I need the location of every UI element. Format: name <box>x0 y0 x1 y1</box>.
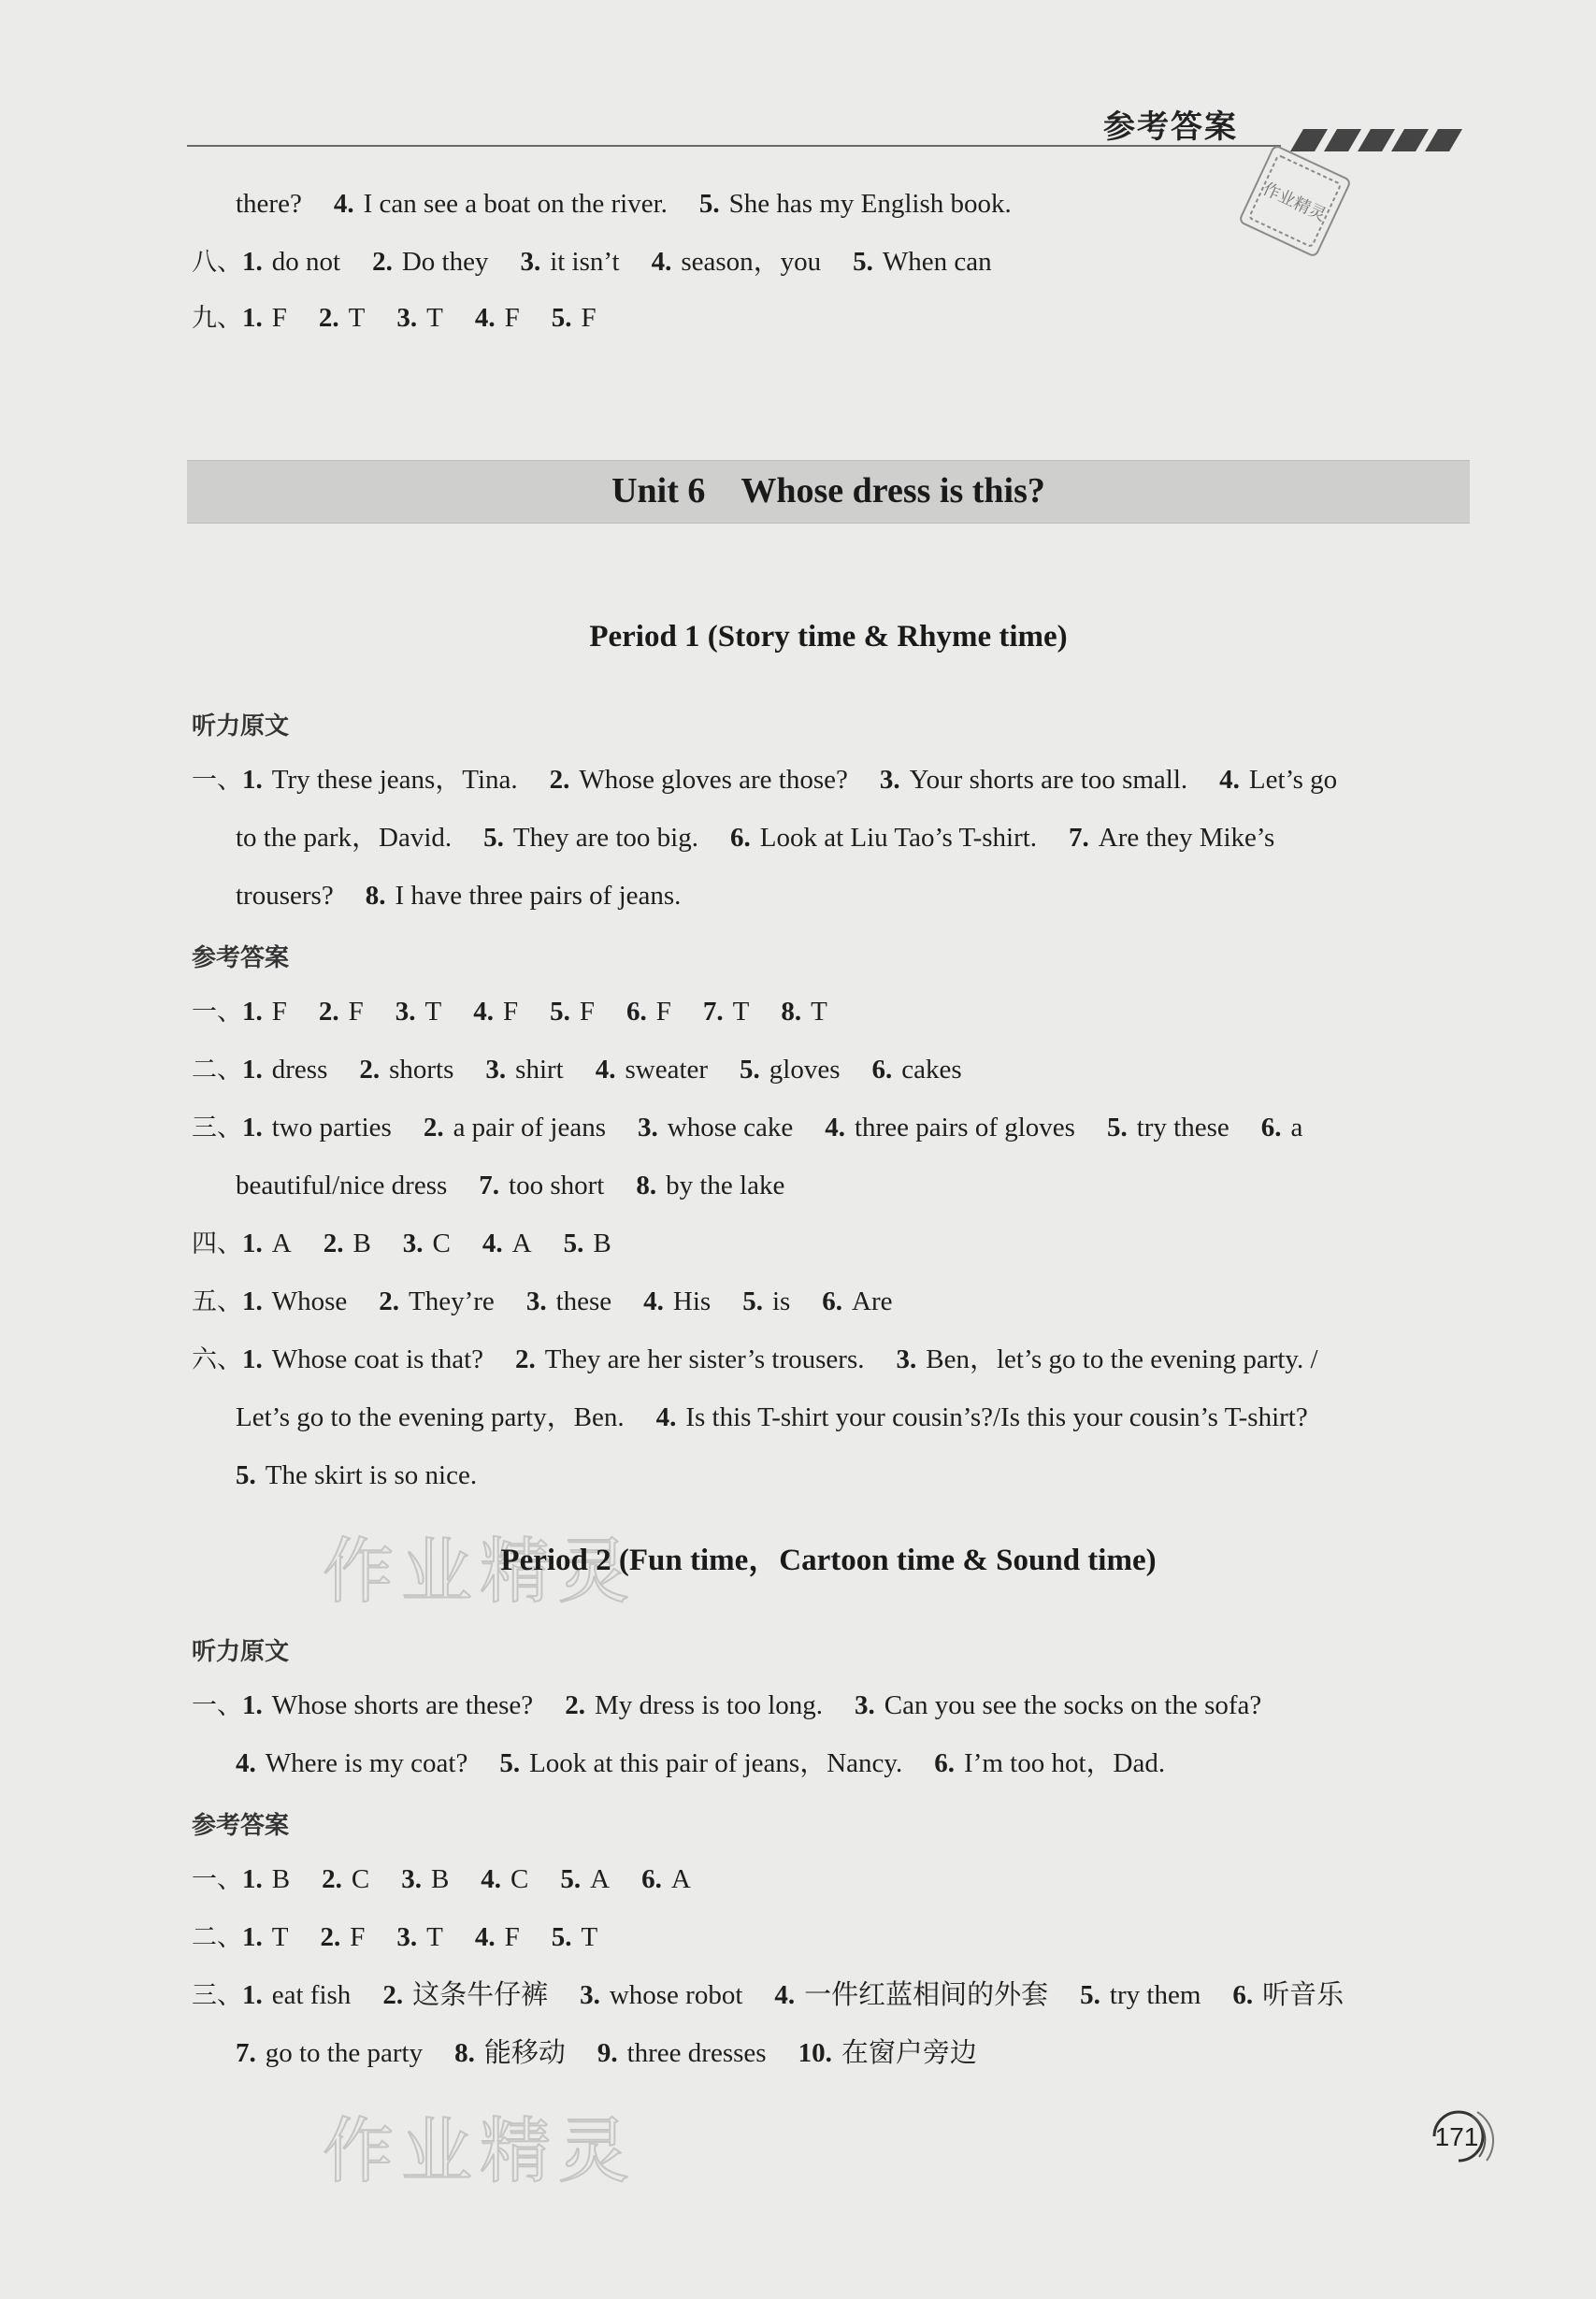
watermark: 作业精灵 <box>323 1530 637 1613</box>
answer-line-san-cont: beautiful/nice dress 7. too short 8. by the lake <box>236 1171 785 1200</box>
answer-line-ba: 八、1. do not 2. Do they 3. it isn’t 4. season，you 5. When can <box>192 247 992 277</box>
listening-line: 一、1. Whose shorts are these? 2. My dress is too long. 3. Can you see the socks on the sofa? <box>192 1690 1262 1720</box>
answer-line-er: 二、1. dress 2. shorts 3. shirt 4. sweater 5. gloves 6. cakes <box>192 1055 962 1085</box>
listening-line: 一、1. Try these jeans，Tina. 2. Whose gloves are those? 3. Your shorts are too small. 4. Let’s go <box>192 765 1338 795</box>
answer-line-san: 三、1. two parties 2. a pair of jeans 3. whose cake 4. three pairs of gloves 5. try these 6. a <box>192 1113 1303 1142</box>
listening-line: trousers? 8. I have three pairs of jeans. <box>236 881 682 911</box>
header-title: 参考答案 <box>1103 108 1238 146</box>
watermark: 作业精灵 <box>323 2109 637 2192</box>
period-2-title: Period 2 (Fun time，Cartoon time & Sound time) <box>500 1544 1157 1577</box>
unit-title: Unit 6 Whose dress is this? <box>611 471 1045 510</box>
answer-line-jiu: 九、1. F 2. T 3. T 4. F 5. F <box>192 303 597 333</box>
page-number: 171 <box>1434 2122 1479 2151</box>
answer-line-yi: 一、1. F 2. F 3. T 4. F 5. F 6. F 7. T 8. T <box>192 997 827 1027</box>
answer-line-liu: 六、1. Whose coat is that? 2. They are her sister’s trousers. 3. Ben，let’s go to the evening party. / <box>192 1344 1318 1374</box>
svg-text:作业精灵: 作业精灵 <box>1259 179 1330 226</box>
answer-line-wu: 五、1. Whose 2. They’re 3. these 4. His 5. is 6. Are <box>192 1286 893 1316</box>
listening-label: 听力原文 <box>192 1638 290 1666</box>
answer-line-san: 三、1. eat fish 2. 这条牛仔裤 3. whose robot 4. 一件红蓝相间的外套 5. try them 6. 听音乐 <box>192 1980 1344 2010</box>
answer-line: there? 4. I can see a boat on the river. 5. She has my English book. <box>236 189 1012 219</box>
answer-line-si: 四、1. A 2. B 3. C 4. A 5. B <box>192 1229 611 1258</box>
answers-label: 参考答案 <box>192 1812 290 1840</box>
page-number-badge <box>1421 2099 1496 2174</box>
listening-line: 4. Where is my coat? 5. Look at this pair of jeans，Nancy. 6. I’m too hot，Dad. <box>236 1748 1166 1778</box>
period-1-title: Period 1 (Story time & Rhyme time) <box>589 620 1068 654</box>
answer-line-liu-cont: Let’s go to the evening party，Ben. 4. Is this T-shirt your cousin’s?/Is this your cousin’s T-shirt? <box>236 1402 1308 1432</box>
answer-line-er: 二、1. T 2. F 3. T 4. F 5. T <box>192 1922 598 1952</box>
answer-line-san-cont: 7. go to the party 8. 能移动 9. three dresses 10. 在窗户旁边 <box>236 2038 977 2068</box>
header-rule <box>187 145 1281 147</box>
listening-line: to the park，David. 5. They are too big. 6. Look at Liu Tao’s T-shirt. 7. Are they Mike’s <box>236 823 1275 853</box>
answer-line-yi: 一、1. B 2. C 3. B 4. C 5. A 6. A <box>192 1864 691 1894</box>
answer-line-liu-cont: 5. The skirt is so nice. <box>236 1460 478 1490</box>
stamp-logo-icon <box>1234 140 1356 262</box>
listening-label: 听力原文 <box>192 712 290 740</box>
answers-label: 参考答案 <box>192 944 290 972</box>
